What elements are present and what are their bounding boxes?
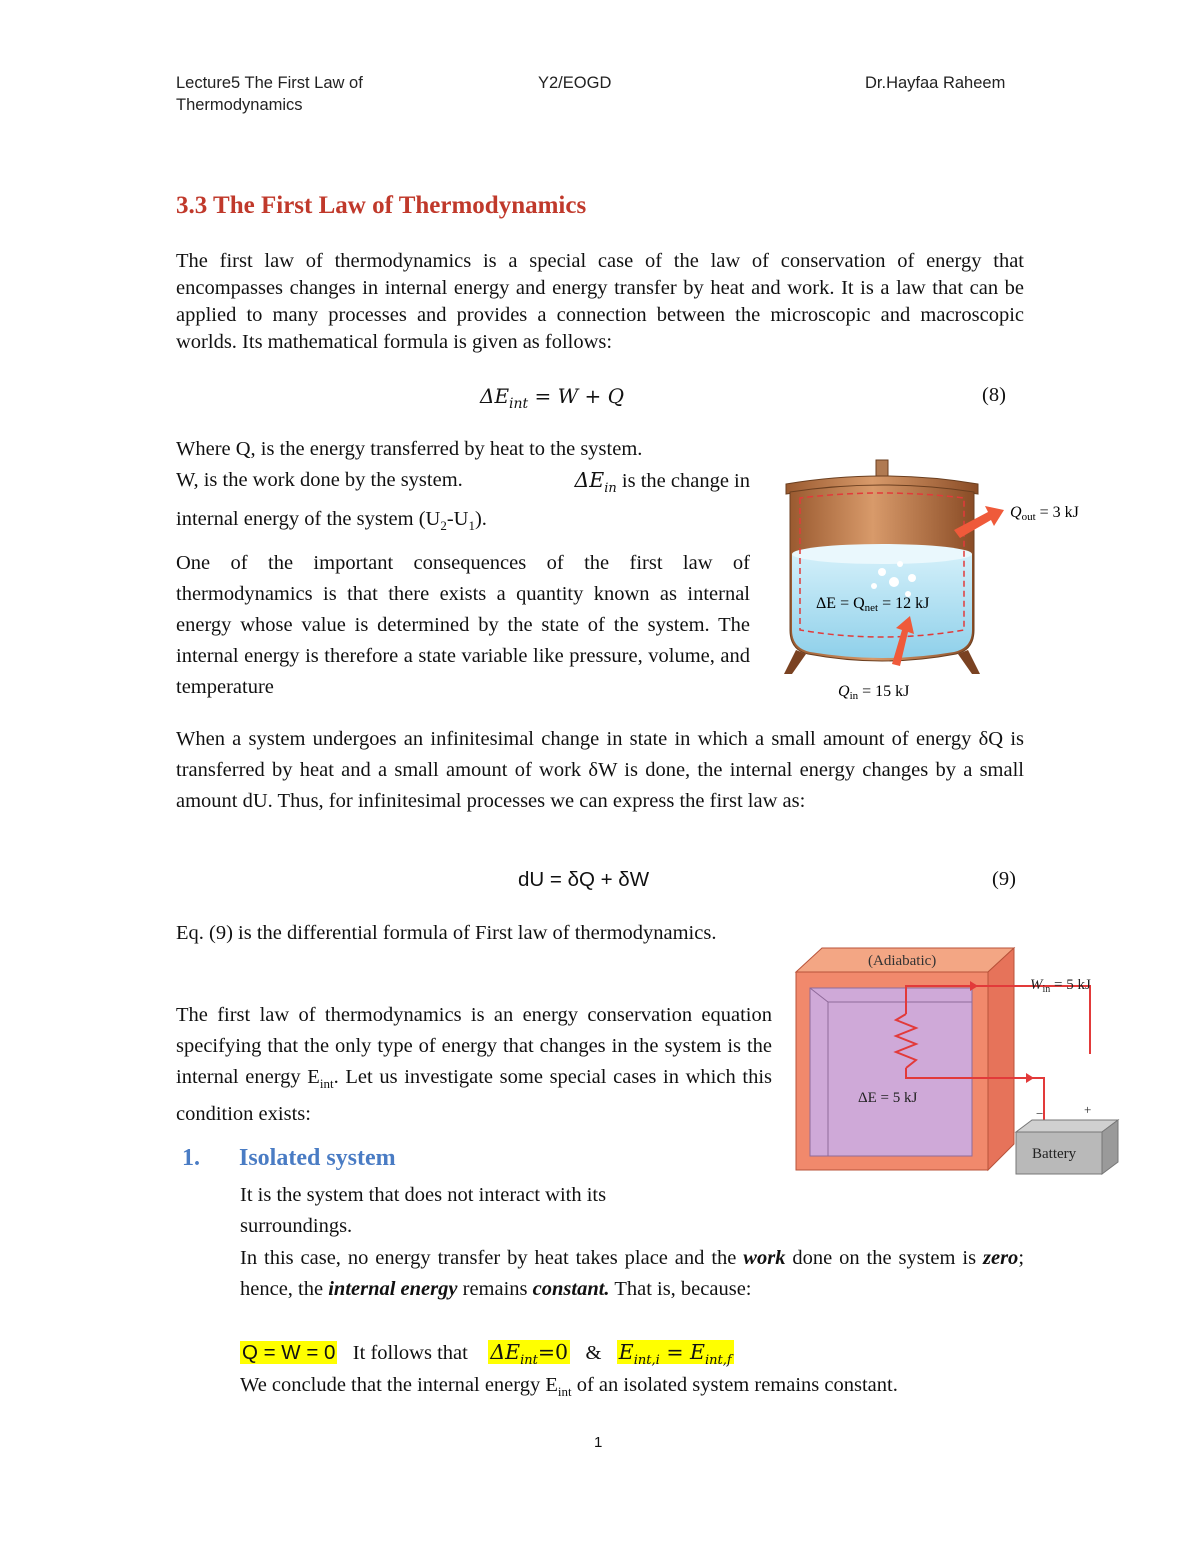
box-side xyxy=(988,948,1014,1170)
battery-minus: − xyxy=(1036,1106,1044,1121)
isolated-definition: It is the system that does not interact with its surroundings. xyxy=(240,1184,607,1237)
header-left: Lecture5 The First Law of Thermodynamics xyxy=(176,74,363,114)
eq-delta-e-zero: $\Delta E_{int}=0$ xyxy=(490,1340,569,1369)
eq8-lhs: ΔE xyxy=(480,384,510,408)
isolated-number: 1. xyxy=(182,1145,200,1171)
where-line-2 xyxy=(176,465,750,504)
where-line-3b: -U xyxy=(446,508,469,531)
isolated-heading xyxy=(182,1145,396,1172)
ampersand: & xyxy=(585,1342,602,1364)
where-line-3c: ). xyxy=(474,508,487,531)
where-line-3a: internal energy of the system (U xyxy=(176,508,441,531)
case-internal-energy: internal energy xyxy=(328,1278,458,1300)
adiabatic-figure xyxy=(788,944,1120,1186)
conclusion-text-b: of an isolated system remains constant. xyxy=(571,1374,898,1396)
case-text-b: done on the system is xyxy=(785,1247,983,1269)
where-paragraph xyxy=(176,434,750,541)
eq8-rhs: = W + Q xyxy=(528,384,625,408)
isolated-conclusion xyxy=(240,1370,1024,1407)
case-constant: constant. xyxy=(532,1278,610,1300)
intro-paragraph: The first law of thermodynamics is a special case of the law of conservation of energy that encompasses changes in internal energy and energy transfer by heat and work. It is a law that can be applied to many processes and provides a connection between the microscopic and macroscopic worlds. Its mathematical formula is given as follows: xyxy=(176,250,1024,353)
conclusion-sub: int xyxy=(557,1384,572,1400)
section-title: 3.3 The First Law of Thermodynamics xyxy=(176,192,587,219)
q-out-label: Qout = 3 kJ xyxy=(1010,504,1079,523)
wire-arrow-2 xyxy=(1026,1073,1034,1083)
battery-top xyxy=(1016,1120,1118,1132)
equation-8 xyxy=(480,384,624,412)
battery-plus: + xyxy=(1084,1102,1092,1117)
adiabatic-label: (Adiabatic) xyxy=(868,953,937,969)
equation-9-number: (9) xyxy=(992,868,1016,890)
case-work: work xyxy=(743,1247,786,1269)
where-sub-1: 1 xyxy=(468,518,475,534)
lid-knob xyxy=(876,460,888,476)
equation-9: dU = δQ + δW xyxy=(518,868,650,891)
where-symbol: ΔE xyxy=(574,468,605,492)
conservation-text-b: . Let us investigate some special cases in which this condition exists: xyxy=(176,1066,772,1126)
page-number: 1 xyxy=(594,1434,603,1451)
heat-container-figure xyxy=(778,454,1123,710)
where-line-2c: is the change in xyxy=(621,470,750,492)
case-text-c: ; hence, the xyxy=(240,1247,1025,1300)
where-line-3 xyxy=(176,504,750,541)
left-leg xyxy=(784,650,806,674)
q-in-label: Qin = 15 kJ xyxy=(838,683,910,702)
battery-label: Battery xyxy=(1032,1146,1077,1162)
eq9-description: Eq. (9) is the differential formula of First law of thermodynamics. xyxy=(176,922,717,944)
header-center: Y2/EOGD xyxy=(538,74,612,92)
conservation-sub: int xyxy=(319,1076,334,1092)
header-right: Dr.Hayfaa Raheem xyxy=(865,74,1006,92)
case-text-e: That is, because: xyxy=(609,1278,752,1300)
isolated-case xyxy=(240,1243,1024,1305)
follows-text: It follows that xyxy=(352,1342,468,1364)
eq8-lhs-sub: int xyxy=(509,396,529,412)
isolated-title: Isolated system xyxy=(239,1145,396,1171)
right-leg xyxy=(958,650,980,674)
eq-q-w-zero: Q = W = 0 xyxy=(242,1341,336,1364)
where-line-2b xyxy=(574,465,750,504)
delta-e-5-label: ΔE = 5 kJ xyxy=(858,1090,918,1106)
case-text-d: remains xyxy=(457,1278,533,1300)
conclusion-text-a: We conclude that the internal energy E xyxy=(240,1374,558,1396)
w-in-label: $W_{in} = 5$ kJ xyxy=(1030,977,1091,995)
water-surface xyxy=(792,544,972,564)
conservation-text-a: The first law of thermodynamics is an energy conservation equation specifying that the only type of energy that changes in the system is the internal energy E xyxy=(176,1004,772,1088)
where-line-1: Where Q, is the energy transferred by heat to the system. xyxy=(176,438,643,460)
inner-system xyxy=(810,988,972,1156)
equation-8-number: (8) xyxy=(982,384,1006,406)
where-line-2a: W, is the work done by the system. xyxy=(176,469,463,491)
consequence-paragraph: One of the important consequences of the first law of thermodynamics is that there exists a quantity known as internal energy whose value is determined by the state of the system. The internal energy is therefore a state variable like pressure, volume, and temperature xyxy=(176,552,750,698)
infinitesimal-paragraph: When a system undergoes an infinitesimal change in state in which a small amount of energy δQ is transferred by heat and a small amount of work δW is done, the internal energy changes by a small amount dU. Thus, for infinitesimal processes we can express the first law as: xyxy=(176,728,1024,812)
case-zero: zero xyxy=(983,1247,1019,1269)
where-sub-2: 2 xyxy=(440,518,447,534)
delta-e-label: ΔE = Qnet = 12 kJ xyxy=(816,595,930,614)
eq-e-initial-final: $E_{int,i} = E_{int,f}$ xyxy=(618,1340,732,1369)
where-symbol-sub: in xyxy=(604,481,617,497)
conservation-paragraph xyxy=(176,1000,772,1130)
case-text-a: In this case, no energy transfer by heat takes place and the xyxy=(240,1247,744,1269)
